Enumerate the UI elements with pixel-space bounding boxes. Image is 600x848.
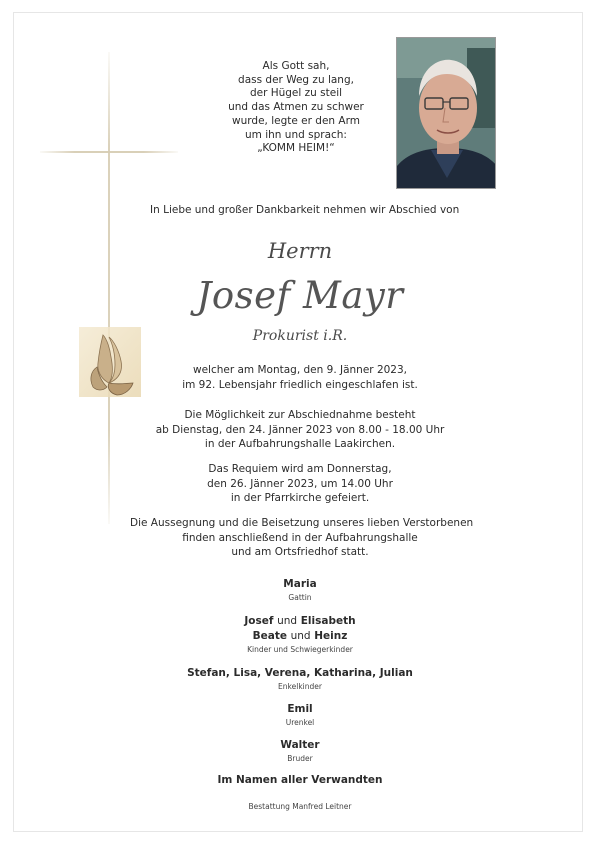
mourner-name-line [150, 630, 450, 642]
requiem-paragraph [130, 462, 470, 506]
mourner-group-great-grandchild [150, 703, 450, 727]
paragraph-line: Die Möglichkeit zur Abschiednahme besteht [184, 409, 416, 421]
poem-line: dass der Weg zu lang, [238, 73, 354, 86]
mourner-relation: Gattin [288, 593, 312, 602]
viewing-paragraph [130, 408, 470, 452]
mourner-name-line [150, 615, 450, 627]
deceased-name: Josef Mayr [196, 274, 404, 317]
mourner-name: Emil [287, 703, 313, 715]
mourner-name: Elisabeth [300, 615, 356, 627]
poem-line: und das Atmen zu schwer [228, 101, 364, 114]
paragraph-line: und am Ortsfriedhof statt. [231, 546, 369, 559]
mourner-relation: Enkelkinder [278, 682, 322, 691]
portrait-photo [396, 37, 496, 189]
mourner-group-children [150, 615, 450, 654]
paragraph-line: den 26. Jänner 2023, um 14.00 Uhr [207, 477, 393, 490]
closing-line: Im Namen aller Verwandten [217, 774, 383, 786]
mourner-name: Maria [283, 578, 317, 590]
conjunction: und [277, 615, 298, 627]
deceased-title: Herrn [267, 239, 333, 263]
deceased-profession: Prokurist i.R. [252, 328, 348, 344]
mourner-relation: Urenkel [285, 718, 315, 727]
death-paragraph [130, 363, 470, 392]
mourner-group-spouse [150, 578, 450, 602]
mourner-name: Beate [252, 630, 287, 642]
paragraph-line: in der Pfarrkirche gefeiert. [230, 492, 370, 505]
poem-line: „KOMM HEIM!“ [257, 142, 335, 155]
paragraph-line: finden anschließend in der Aufbahrungshalle [182, 531, 418, 544]
mourner-relation: Kinder und Schwiegerkinder [247, 645, 353, 654]
conjunction: und [290, 630, 311, 642]
mourner-name: Josef [244, 615, 274, 627]
mourner-name: Walter [280, 739, 320, 751]
paragraph-line: Die Aussegnung und die Beisetzung unseres lieben Verstorbenen [130, 517, 474, 529]
funeral-home: Bestattung Manfred Leitner [248, 802, 352, 811]
poem [207, 60, 385, 156]
cross-horizontal [40, 151, 178, 153]
mourner-name: Heinz [314, 630, 348, 642]
mourner-group-grandchildren [150, 667, 450, 691]
poem-line: um ihn und sprach: [245, 128, 347, 141]
paragraph-line: im 92. Lebensjahr friedlich eingeschlafen ist. [182, 378, 418, 391]
burial-paragraph [130, 516, 474, 560]
mourner-relation: Bruder [287, 754, 313, 763]
paragraph-line: ab Dienstag, den 24. Jänner 2023 von 8.00 - 18.00 Uhr [155, 423, 445, 436]
poem-line: wurde, legte er den Arm [232, 114, 360, 127]
paragraph-line: in der Aufbahrungshalle Laakirchen. [204, 438, 396, 451]
poem-line: der Hügel zu steil [249, 87, 343, 100]
paragraph-line: welcher am Montag, den 9. Jänner 2023, [192, 364, 408, 376]
paragraph-line: Das Requiem wird am Donnerstag, [208, 463, 392, 475]
mourner-name: Stefan, Lisa, Verena, Katharina, Julian [187, 667, 413, 679]
poem-line: Als Gott sah, [262, 60, 330, 72]
intro-text: In Liebe und großer Dankbarkeit nehmen wir Abschied von [150, 204, 460, 216]
mourner-group-brother [150, 739, 450, 763]
